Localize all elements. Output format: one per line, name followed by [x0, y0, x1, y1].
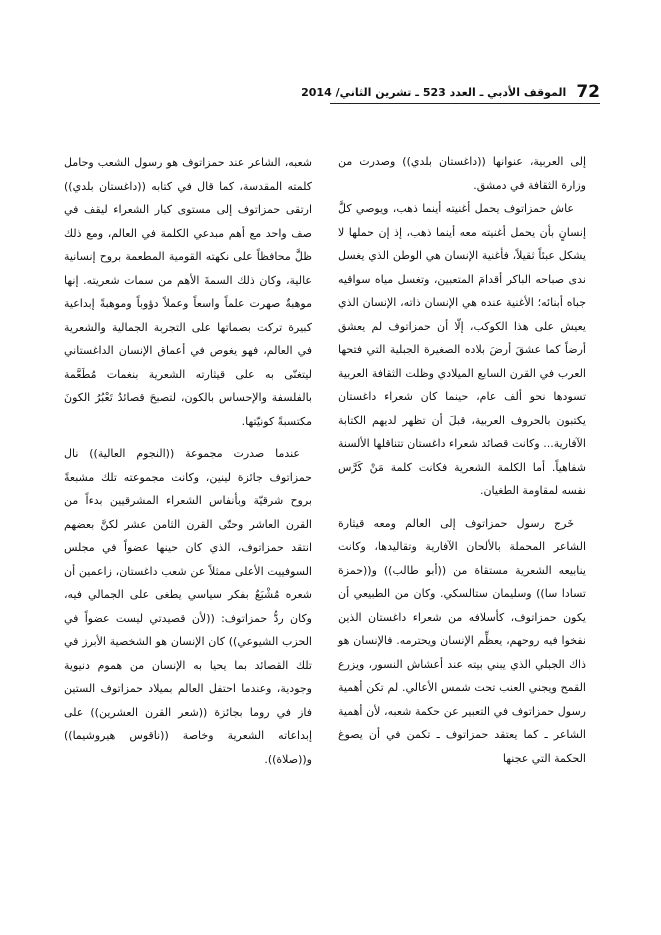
paragraph: عندما صدرت مجموعة ((النجوم العالية)) نال حمزاتوف جائزة لينين، وكانت مجموعته تلك مشبعةً بروح شرقيّة وبأنفاس الشعراء المشرقيين بدءاً من القرن العاشر وحتّى القرن الثامن عشر لكنَّ بعضهم انتقد حمزاتوف، الذي كان حينها عضواً في مجلس السوفييت الأعلى ممثلاً عن شعب داغستان، زاعمين أن شعره مُشْبَعٌ بفكر سياسي يطغى على الجمالي فيه، وكان ردُّ حمزاتوف: ((لأن قصيدتي ليست عضواً في الحزب الشيوعي)) كان الإنسان هو الشخصية الأبرز في تلك القصائد بما يحيا به الإنسان من هموم دنيوية وجودية، وعندما احتفل العالم بميلاد حمزاتوف الستين فاز في روما بجائزة ((شعر القرن العشرين)) على إبداعاته الشعرية وخاصة ((ناقوس هيروشيما)) و((صلاة)).: [64, 447, 312, 766]
page-number: 72: [576, 82, 600, 102]
left-column: [64, 151, 312, 771]
header-rule: [330, 103, 600, 104]
paragraph: شعبه، الشاعر عند حمزاتوف هو رسول الشعب وحامل كلمته المقدسة، كما قال في كتابه ((داغستان بلدي)) ارتقى حمزاتوف إلى مستوى كبار الشعراء ليقف في صف واحد مع أهم مبدعي الكلمة في العالم، ومع ذلك ظلَّ محافظاً على نكهته القومية المطعمة بروح إنسانية عالية، وكان ذلك السمةَ الأهم من سمات شعريته. إنها موهبةٌ صهرت علماً واسعاً وعملاً دؤوباً وموهبةً إبداعية كبيرة تركت بصماتها على التجربة الجمالية والشعرية في العالم، فهو يغوص في أعماق الإنسان الداغستاني ليتغنّى به على قيثارته الشعرية بنغمات مُطَعَّمة بالفلسفة والإحساس بالكون، لتصبحَ قصائدُ تَعْبُرُ الكونَ مكتسبةً كونيّتها.: [64, 156, 312, 428]
right-column: [338, 150, 586, 770]
paragraph: خَرج رسول حمزاتوف إلى العالم ومعه قيثارة الشاعر المحملة بالألحان الآفارية وتقاليدها، وكانت ينابيعه الشعرية مستقاة من ((أبو طالب)) و((حمزة تسادا سا)) وسليمان ستالسكي. وكان من الطبيعي أن يكون حمزاتوف، كأسلافه من شعراء داغستان الذين نفخوا فيه روحهم، يعظِّم الإنسان ويحترمه. فالإنسان هو ذاك الجبلي الذي يبني بيته عند أعشاش النسور، ويزرع القمح ويجني العنب تحت شمس الأعالي. لم تكن أهمية رسول حمزاتوف في التعبير عن حكمة شعبه، لأن أهمية الشاعر ـ كما يعتقد حمزاتوف ـ تكمن في أن يصوغ الحكمة التي عجنها: [338, 516, 586, 765]
running-head: الموقف الأدبي ـ العدد 523 ـ تشرين الثاني/ 2014: [301, 85, 567, 99]
paragraph: إلى العربية، عنوانها ((داغستان بلدي)) وصدرت من وزارة الثقافة في دمشق.: [338, 155, 586, 192]
paragraph: عاش حمزاتوف يحمل أغنيته أينما ذهب، ويوصي كلَّ إنسانٍ بأن يحمل أغنيته معه أينما ذهب، إذ إن حملها لا يشكل عبئاً ثقيلاً، فأغنية الإنسان هي الوطن الذي يغسل ندى صباحه الباكر أقدامَ المتعبين، وتغسل مياه سواقيه جباه أبنائه؛ الأغنية عنده هي الإنسان ذاته، الإنسان الذي يعيش على هذا الكوكب، إلّا أن حمزاتوف لم يعشق أرضاً كما عشقَ أرضَ بلاده الصغيرة الجبلية التي فتحها العرب في القرن السابع الميلادي وظلت الثقافة العربية تسودها نحو ألف عام، حينما كان شعراء داغستان يكتبون بالحروف العربية، قبلَ أن تظهر لديهم الكتابة الآفارية... وكانت قصائد شعراء داغستان تتناقلها الألسنة شفاهياً. أما الكلمة الشعرية فكانت كلمة مَنْ كَرَّس نفسه لمقاومة الطغيان.: [338, 202, 586, 497]
page-header: [301, 80, 600, 104]
